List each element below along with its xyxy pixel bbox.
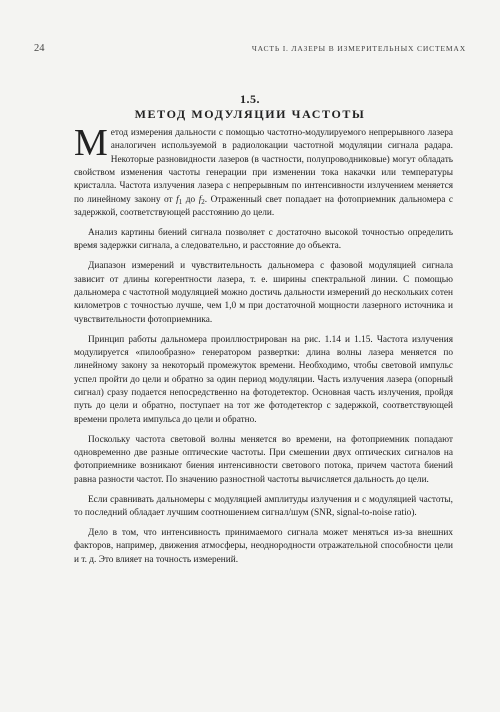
paragraph-5: Поскольку частота световой волны меняется во времени, на фотоприемник попадают одновременно две разные оптические частоты. При смешении двух оптических сигналов на фотоприемнике возникают биения интенсивности светового потока, причем частота биений равна разности частот. По значению разностной частоты вычисляется дальность до цели. bbox=[74, 434, 453, 485]
paragraph-1-connector: до bbox=[182, 194, 199, 205]
paragraph-2: Анализ картины биений сигнала позволяет с достаточно высокой точностью определить время задержки сигнала, а следовательно, и расстояние до объекта. bbox=[74, 228, 453, 252]
paragraph-6: Если сравнивать дальномеры с модуляцией амплитуды излучения и с модуляцией частоты, то последний обладает лучшим соотношением сигнал/шум (SNR, signal-to-noise ratio). bbox=[74, 494, 453, 518]
section-number: 1.5. bbox=[240, 92, 260, 106]
paragraph-3: Диапазон измерений и чувствительность дальномера с фазовой модуляцией сигнала зависит от длины когерентности лазера, т. е. ширины спектральной линии. С помощью дальномера с частотной модуляцией можно достичь дальности измерений до нескольких сотен километров с точностью лучше, чем 1,0 м при достаточной мощности лазерного источника и чувствительности фотоприемника. bbox=[74, 261, 453, 325]
drop-cap: М bbox=[74, 122, 108, 164]
paragraph-1-part-b: . Отраженный свет попадает на фотоприемник дальномера с задержкой, соответствующей расстоянию до цели. bbox=[74, 194, 454, 219]
paragraph-1 bbox=[74, 122, 454, 220]
formula-f: f bbox=[198, 194, 202, 205]
page-number: 24 bbox=[34, 43, 45, 54]
formula-subscript: 1 bbox=[178, 197, 183, 206]
paragraph-1-part-a: етод измерения дальности с помощью частотно-модулируемого непрерывного лазера аналогичен используемой в радиолокации частотной модуляции сигнала радара. Некоторые разновидности лазеров (в частности, полупроводниковые) могут обладать свойством изменения частоты генерации при изменении тока накачки или температуры кристалла. Частота излучения лазера с непрерывным по интенсивности излучением меняется по линейному закону от bbox=[74, 128, 453, 205]
formula-f: f bbox=[176, 194, 179, 205]
paragraph-4: Принцип работы дальномера проиллюстрирован на рис. 1.14 и 1.15. Частота излучения модулируется «пилообразно» генератором развертки: длина волны лазера меняется по линейному закону за некоторый промежуток времени. Необходимо, чтобы световой импульс успел пройти до цели и обратно за один период модуляции. Часть излучения лазера (опорный сигнал) сразу подается непосредственно на фотодетектор. Основная часть излучения, пройдя путь до цели и обратно, поступает на тот же фотодетектор с задержкой, соответствующей времени пролета импульса до цели и обратно. bbox=[74, 334, 453, 425]
page-header bbox=[34, 43, 466, 57]
section-title: МЕТОД МОДУЛЯЦИИ ЧАСТОТЫ bbox=[134, 107, 366, 121]
running-head: ЧАСТЬ I. ЛАЗЕРЫ В ИЗМЕРИТЕЛЬНЫХ СИСТЕМАХ bbox=[251, 44, 466, 53]
formula-subscript: 2 bbox=[201, 197, 205, 206]
body-text bbox=[74, 122, 454, 573]
paragraph-7: Дело в том, что интенсивность принимаемого сигнала может меняться из-за внешних факторов, например, движения атмосферы, неоднородности отражательной способности цели и т. д. Это влияет на точность измерений. bbox=[74, 527, 453, 565]
